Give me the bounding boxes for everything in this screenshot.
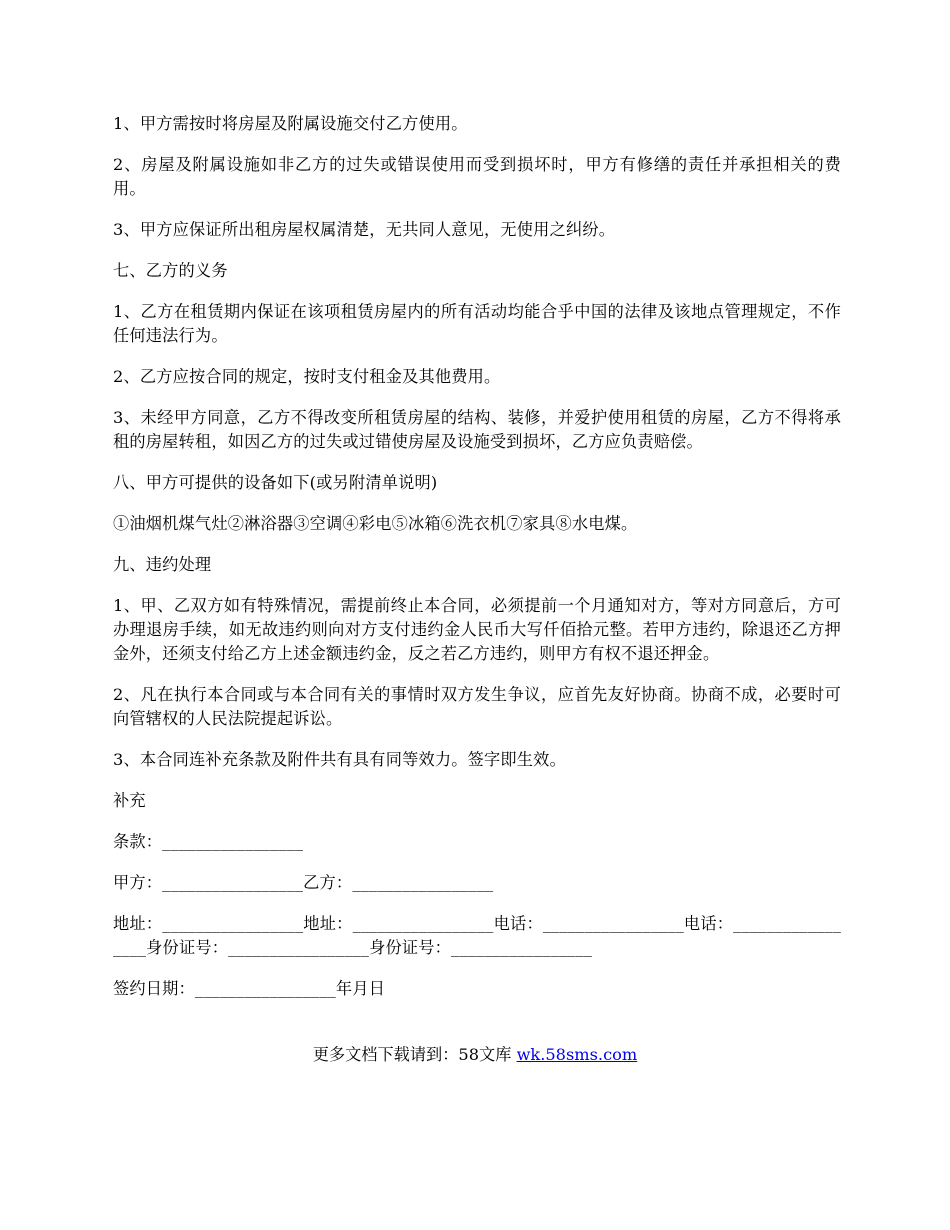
footer-text: 更多文档下载请到：58文库	[312, 1045, 517, 1064]
clause-breach-2: 2、凡在执行本合同或与本合同有关的事情时双方发生争议，应首先友好协商。协商不成，必要时可向管辖权的人民法院提起诉讼。	[113, 685, 841, 728]
contact-info-lines: 地址：_________________地址：_________________电话：_________________电话：_________________身份证号：_________________身份证号：_________________	[113, 914, 841, 957]
section-heading-breach: 九、违约处理	[113, 555, 212, 574]
clause-breach-3: 3、本合同连补充条款及附件共有具有同等效力。签字即生效。	[113, 750, 566, 769]
clause-landlord-2: 2、房屋及附属设施如非乙方的过失或错误使用而受到损坏时，甲方有修缮的责任并承担相关的费用。	[113, 155, 841, 198]
clause-tenant-3: 3、未经甲方同意，乙方不得改变所租赁房屋的结构、装修，并爱护使用租赁的房屋，乙方不得将承租的房屋转租，如因乙方的过失或过错使房屋及设施受到损坏，乙方应负责赔偿。	[113, 408, 841, 451]
party-signature-line: 甲方：_________________乙方：_________________	[113, 873, 494, 892]
clause-breach-1: 1、甲、乙双方如有特殊情况，需提前终止本合同，必须提前一个月通知对方，等对方同意后，方可办理退房手续，如无故违约则向对方支付违约金人民币大写仟佰拾元整。若甲方违约，除退还乙方押金外，还须支付给乙方上述金额违约金，反之若乙方违约，则甲方有权不退还押金。	[113, 596, 841, 663]
footer-download-note	[0, 1043, 950, 1067]
equipment-list: ①油烟机煤气灶②淋浴器③空调④彩电⑤冰箱⑥洗衣机⑦家具⑧水电煤。	[113, 514, 638, 533]
document-body	[113, 112, 841, 1018]
clause-landlord-1: 1、甲方需按时将房屋及附属设施交付乙方使用。	[113, 114, 468, 133]
section-heading-equipment: 八、甲方可提供的设备如下(或另附清单说明)	[113, 473, 438, 492]
clause-landlord-3: 3、甲方应保证所出租房屋权属清楚，无共同人意见，无使用之纠纷。	[113, 220, 616, 239]
clause-tenant-2: 2、乙方应按合同的规定，按时支付租金及其他费用。	[113, 367, 501, 386]
supplement-heading: 补充	[113, 791, 146, 810]
signing-date-line: 签约日期：_________________年月日	[113, 979, 386, 998]
supplement-terms-line: 条款：_________________	[113, 832, 304, 851]
clause-tenant-1: 1、乙方在租赁期内保证在该项租赁房屋内的所有活动均能合乎中国的法律及该地点管理规定，不作任何违法行为。	[113, 302, 841, 345]
footer-link[interactable]: wk.58sms.com	[516, 1045, 638, 1064]
section-heading-tenant-duties: 七、乙方的义务	[113, 261, 228, 280]
